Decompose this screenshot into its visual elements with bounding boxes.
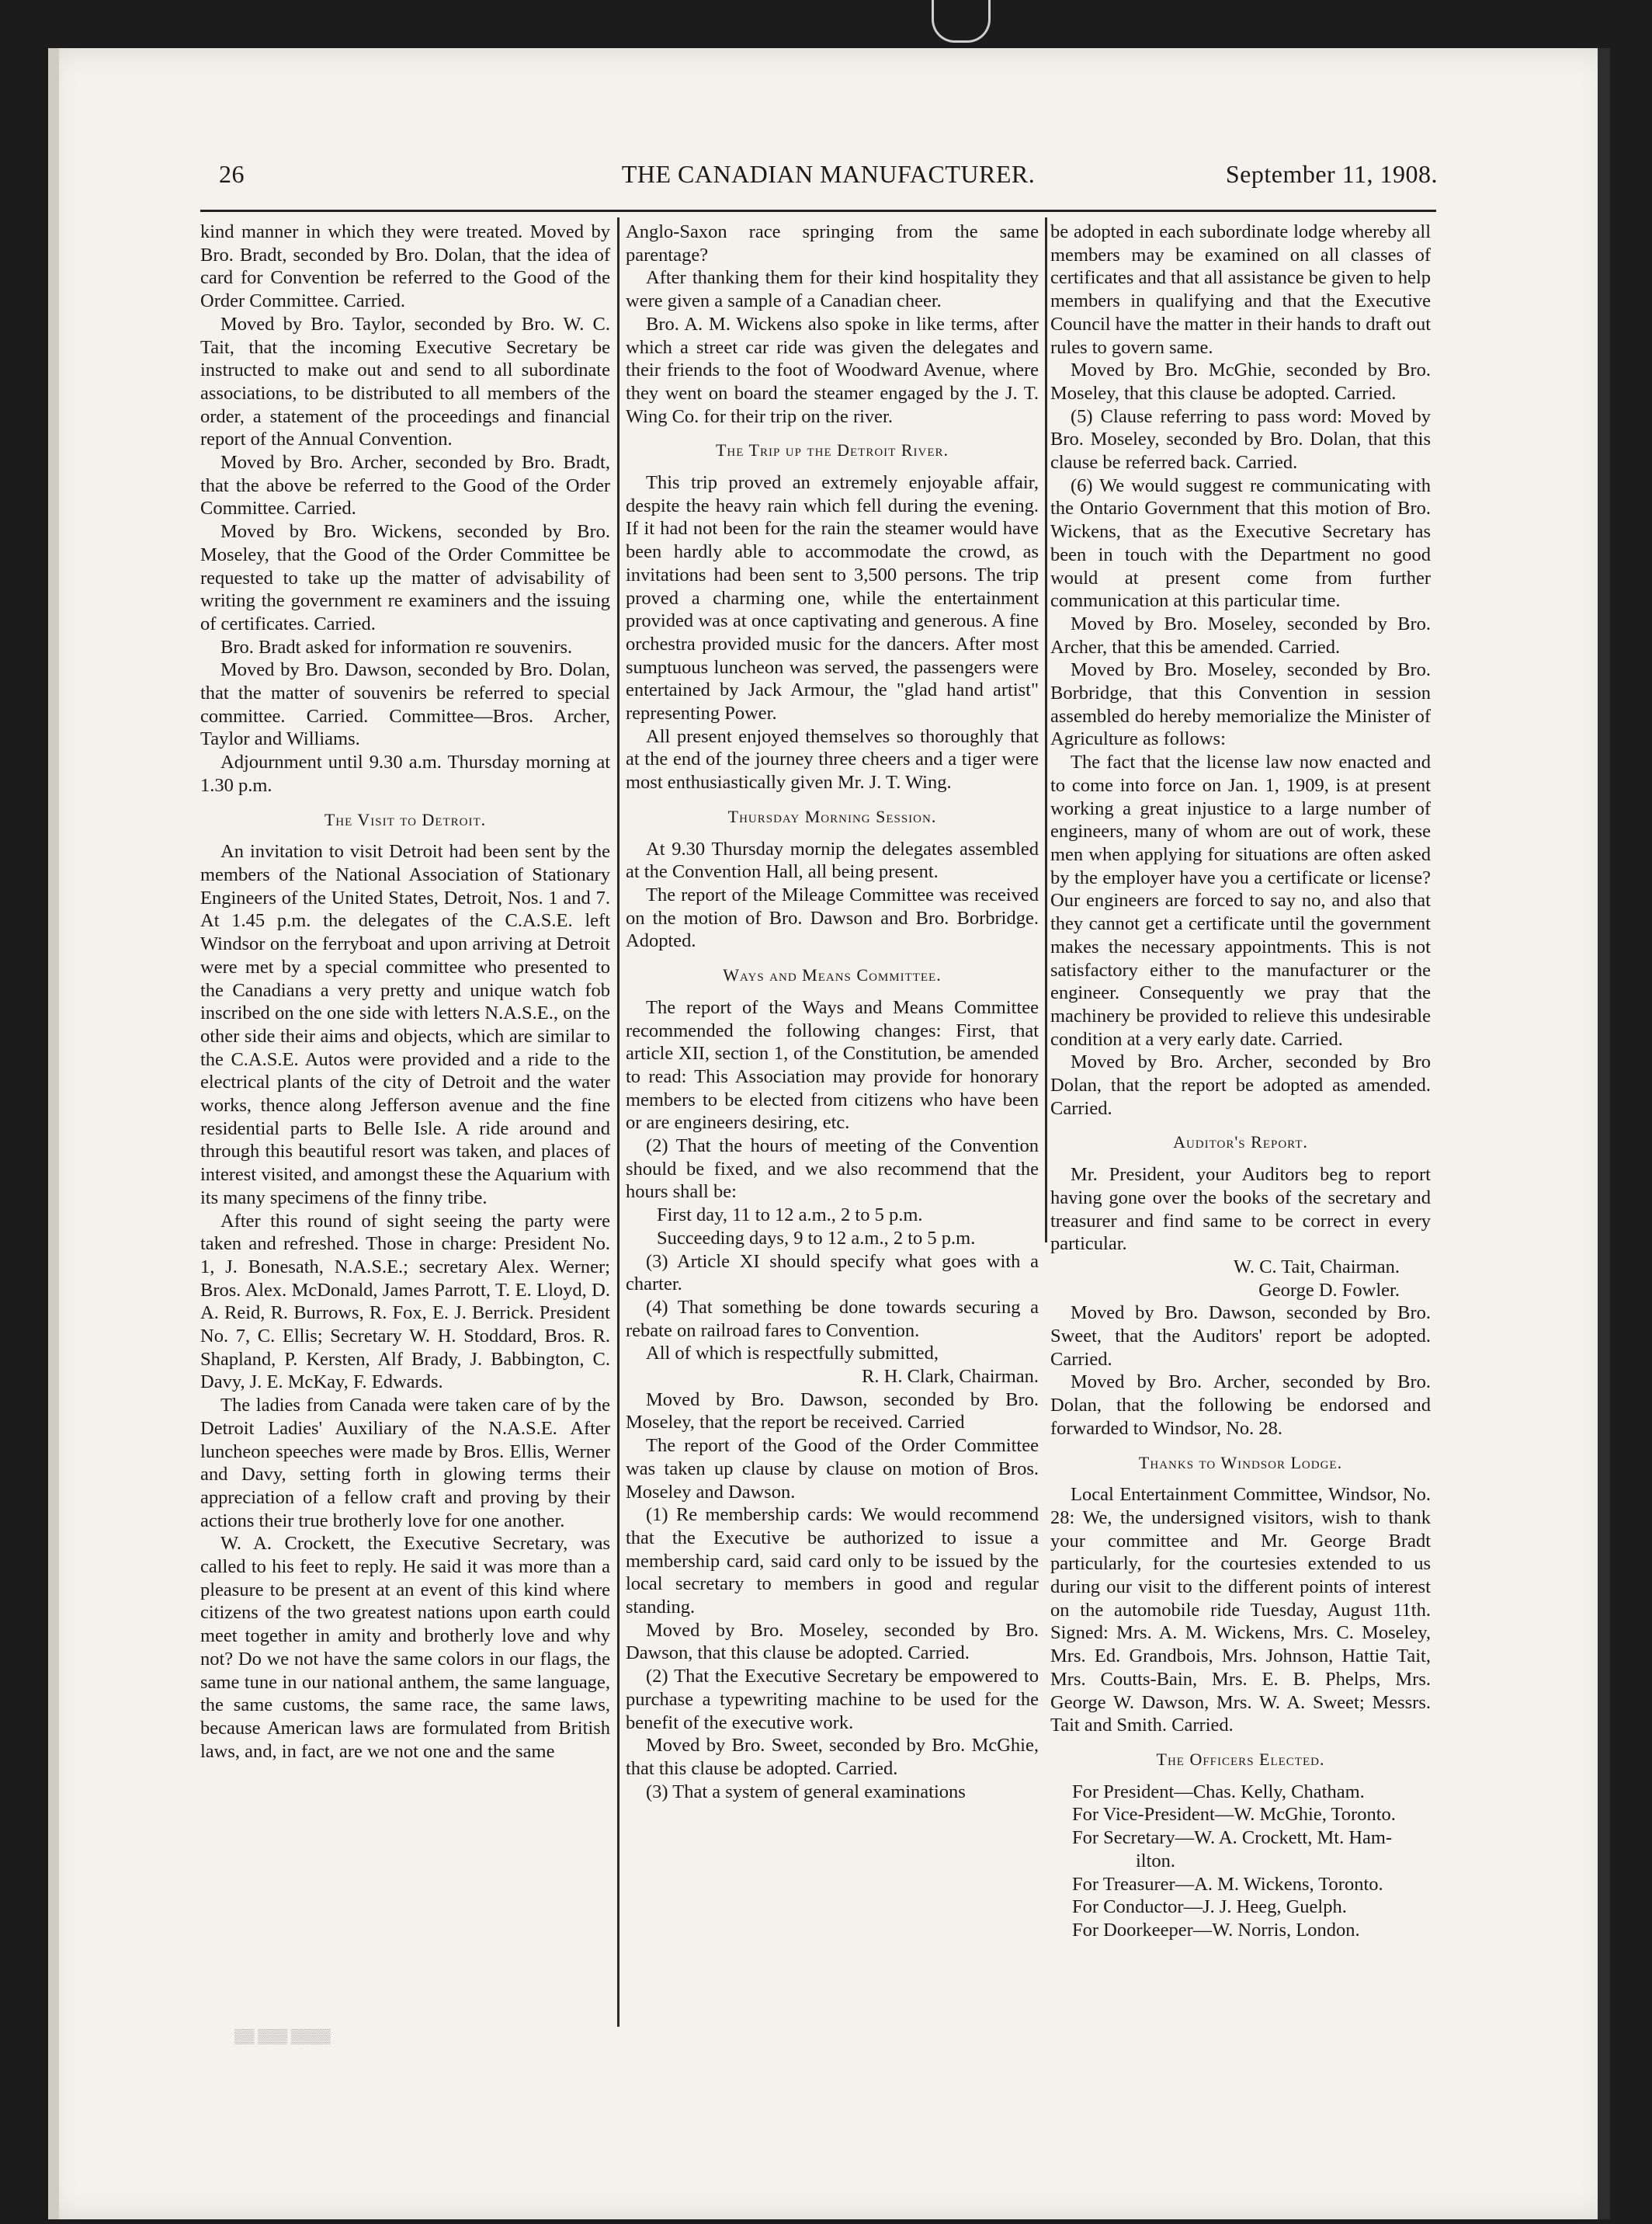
officer-entry: For Conductor—J. J. Heeg, Guelph. [1072, 1896, 1347, 1918]
paragraph: Moved by Bro. Moseley, seconded by Bro. Borbridge, that this Convention in session assembled do hereby memorialize the Minister of Agriculture as follows: [1050, 659, 1431, 750]
schedule-line: First day, 11 to 12 a.m., 2 to 5 p.m. [657, 1204, 923, 1226]
page-left-edge [48, 48, 59, 2219]
paragraph: (5) Clause referring to pass word: Moved by Bro. Moseley, seconded by Bro. Dolan, that this clause be referred back. Carried. [1050, 405, 1431, 474]
signature-line: W. C. Tait, Chairman. [1233, 1256, 1400, 1277]
publication-title: THE CANADIAN MANUFACTURER. [621, 160, 1036, 188]
text-column-3 [1050, 221, 1431, 1942]
section-heading: The Visit to Detroit. [324, 809, 487, 829]
section-heading: Ways and Means Committee. [723, 965, 942, 985]
paragraph: Moved by Bro. McGhie, seconded by Bro. Moseley, that this clause be adopted. Carried. [1050, 360, 1431, 404]
paragraph: After this round of sight seeing the party were taken and refreshed. Those in charge: President No. 1, J. Bonesath, N.A.S.E.; secretary Alex. Werner; Bros. Alex. McDonald, James Parrott, T. E. Lloyd, D. A. Reid, R. Burrows, R. Fox, E. J. Berrick. President No. 7, C. Ellis; Secretary W. H. Stoddard, Bros. R. Shapland, P. Kersten, Alf Brady, J. Babbington, C. Davy, J. E. McKay, F. Edwards. [200, 1210, 610, 1393]
ink-smudge: ▒▒ ▒▒▒ ▒▒▒▒ [234, 2028, 331, 2044]
paragraph: The ladies from Canada were taken care of by the Detroit Ladies' Auxiliary of the N.A.S.E. After luncheon speeches were made by Bros. Ellis, Werner and Davy, setting forth in glowing terms their appreciation of a fellow craft and proving by their actions their true brotherly love for one another. [200, 1395, 610, 1531]
paragraph: Moved by Bro. Archer, seconded by Bro. Dolan, that the following be endorsed and forwarded to Windsor, No. 28. [1050, 1371, 1431, 1439]
officer-entry: For Doorkeeper—W. Norris, London. [1072, 1919, 1360, 1941]
paragraph: (1) Re membership cards: We would recommend that the Executive be authorized to issue a membership card, said card only to be issued by the local secretary to members in good and regular standing. [626, 1504, 1039, 1618]
paragraph: The report of the Mileage Committee was received on the motion of Bro. Dawson and Bro. Borbridge. Adopted. [626, 884, 1039, 952]
officer-entry: For Secretary—W. A. Crockett, Mt. Ham- [1072, 1827, 1393, 1849]
paragraph: The report of the Good of the Order Committee was taken up clause by clause on motion of Bros. Moseley and Dawson. [626, 1435, 1039, 1503]
officer-entry: For President—Chas. Kelly, Chatham. [1072, 1781, 1365, 1802]
paragraph: Moved by Bro. Archer, seconded by Bro Dolan, that the report be adopted as amended. Carried. [1050, 1051, 1431, 1119]
paragraph: Moved by Bro. Dawson, seconded by Bro. Moseley, that the report be received. Carried [626, 1388, 1039, 1433]
paragraph: Moved by Bro. Wickens, seconded by Bro. Moseley, that the Good of the Order Committee be requested to take up the matter of advisability of writing the government re examiners and the issuing of certificates. Carried. [200, 521, 610, 634]
paragraph: Moved by Bro. Dawson, seconded by Bro. Sweet, that the Auditors' report be adopted. Carried. [1050, 1302, 1431, 1370]
section-heading: Thursday Morning Session. [727, 806, 937, 826]
officer-entry: For Vice-President—W. McGhie, Toronto. [1072, 1804, 1396, 1826]
signature-line: George D. Fowler. [1258, 1279, 1400, 1301]
paragraph: (2) That the hours of meeting of the Convention should be fixed, and we also recommend that the hours shall be: [626, 1135, 1039, 1203]
paragraph: Adjournment until 9.30 a.m. Thursday morning at 1.30 p.m. [200, 752, 610, 796]
paragraph: W. A. Crockett, the Executive Secretary, was called to his feet to reply. He said it was more than a pleasure to be present at an event of this kind where citizens of the two greatest nations upon earth could meet together in amity and brotherly love and why not? Do we not have the same colors in our flags, the same tune in our national anthem, the same language, the same customs, the same race, the same laws, because American laws are formulated from British laws, and, in fact, are we not one and the same [200, 1533, 610, 1762]
paragraph: This trip proved an extremely enjoyable affair, despite the heavy rain which fell during the evening. If it had not been for the rain the steamer would have been hardly able to accommodate the crowd, as invitations had been sent to 3,500 persons. The trip proved a charming one, while the entertainment provided was at once captivating and generous. A fine orchestra provided music for the dancers. After most sumptuous luncheon was served, the passengers were entertained by Jack Armour, the "glad hand artist" representing Power. [626, 472, 1039, 725]
paragraph: kind manner in which they were treated. Moved by Bro. Bradt, seconded by Bro. Dolan, that the idea of card for Convention be referred to the Good of the Order Committee. Carried. [200, 221, 610, 312]
schedule-line: Succeeding days, 9 to 12 a.m., 2 to 5 p.m. [657, 1227, 976, 1249]
paragraph: Bro. A. M. Wickens also spoke in like terms, after which a street car ride was given the delegates and their friends to the foot of Woodward Avenue, where they went on board the steamer engaged by the J. T. Wing Co. for their trip on the river. [626, 313, 1039, 427]
paragraph: be adopted in each subordinate lodge whereby all members may be examined on all classes of certificates and that all assistance be given to help members in qualifying and that the Executive Council have the matter in their hands to draft out rules to govern same. [1050, 221, 1431, 358]
paragraph: All of which is respectfully submitted, [646, 1343, 939, 1364]
paragraph: Moved by Bro. Moseley, seconded by Bro. Dawson, that this clause be adopted. Carried. [626, 1619, 1039, 1664]
paragraph: Moved by Bro. Dawson, seconded by Bro. Dolan, that the matter of souvenirs be referred to special committee. Carried. Committee—Bros. Archer, Taylor and Williams. [200, 659, 610, 750]
section-heading: Auditor's Report. [1173, 1132, 1308, 1152]
paragraph: Anglo-Saxon race springing from the same parentage? [626, 221, 1039, 266]
paragraph: (2) That the Executive Secretary be empowered to purchase a typewriting machine to be used for the benefit of the executive work. [626, 1666, 1039, 1733]
running-header [219, 160, 1438, 199]
section-heading: The Trip up the Detroit River. [715, 440, 949, 460]
paragraph: After thanking them for their kind hospitality they were given a sample of a Canadian cheer. [626, 267, 1039, 312]
binder-clip-mark [932, 0, 991, 43]
paragraph: An invitation to visit Detroit had been sent by the members of the National Association of Stationary Engineers of the United States, Detroit, Nos. 1 and 7. At 1.45 p.m. the delegates of the C.A.S.E. left Windsor on the ferryboat and upon arriving at Detroit were met by a special committee who presented to the Canadians a very pretty and unique watch fob inscribed on the one side with letters N.A.S.E., on the other side their aims and objects, which are similar to the C.A.S.E. Autos were provided and a ride to the electrical plants of the city of Detroit and the water works, thence along Jefferson avenue and the fine residential parts to Belle Isle. A ride around and through this beautiful resort was taken, and places of interest visited, and amongst these the Aquarium with its many specimens of the finny tribe. [200, 841, 610, 1208]
paragraph: At 9.30 Thursday mornip the delegates assembled at the Convention Hall, all being present. [626, 838, 1039, 883]
paragraph: Local Entertainment Committee, Windsor, No. 28: We, the undersigned visitors, wish to thank your committee and Mr. George Bradt particularly, for the courtesies extended to us during our visit to the different points of interest on the automobile ride Tuesday, August 11th. Signed: Mrs. A. M. Wickens, Mrs. C. Moseley, Mrs. Ed. Grandbois, Mrs. Johnson, Hattie Tait, Mrs. Coutts-Bain, Mrs. E. B. Phelps, Mrs. George W. Dawson, Mrs. W. A. Sweet; Messrs. Tait and Smith. Carried. [1050, 1484, 1431, 1736]
paragraph: (3) Article XI should specify what goes with a charter. [626, 1250, 1039, 1295]
text-column-2 [626, 221, 1039, 1803]
paragraph: Moved by Bro. Moseley, seconded by Bro. Archer, that this be amended. Carried. [1050, 613, 1431, 658]
text-column-1 [200, 221, 610, 1763]
page-number: 26 [219, 160, 245, 188]
officer-entry: For Treasurer—A. M. Wickens, Toronto. [1072, 1873, 1383, 1895]
paragraph: All present enjoyed themselves so thoroughly that at the end of the journey three cheers and a tiger were most enthusiastically given Mr. J. T. Wing. [626, 725, 1039, 794]
paragraph: Moved by Bro. Archer, seconded by Bro. Bradt, that the above be referred to the Good of the Order Committee. Carried. [200, 452, 610, 520]
paragraph: Mr. President, your Auditors beg to report having gone over the books of the secretary and treasurer and find same to be correct in every particular. [1050, 1164, 1431, 1255]
header-rule [200, 210, 1436, 212]
column-divider-2 [1045, 217, 1047, 1242]
paragraph: (3) That a system of general examinations [646, 1781, 966, 1802]
page-right-edge [1598, 48, 1610, 2219]
paragraph: (4) That something be done towards securing a rebate on railroad fares to Convention. [626, 1296, 1039, 1341]
paragraph: The fact that the license law now enacted and to come into force on Jan. 1, 1909, is at present working a great injustice to a large number of engineers, many of whom are out of work, these men when applying for situations are often asked by the employer have you a certificate or license? Our engineers are forced to say no, and also that they cannot get a certificate until the government makes the necessary appointments. This is not satisfactory either to the manufacturer or the engineer. Consequently we pray that the machinery be provided to relieve this undesirable condition at a very early date. Carried. [1050, 752, 1431, 1050]
paragraph: Moved by Bro. Taylor, seconded by Bro. W. C. Tait, that the incoming Executive Secretary be instructed to make out and send to all subordinate associations, to be distributed to all members of the order, a statement of the proceedings and financial report of the Annual Convention. [200, 313, 610, 450]
issue-date: September 11, 1908. [1225, 160, 1438, 188]
section-heading: The Officers Elected. [1156, 1750, 1325, 1769]
officer-entry: ilton. [1136, 1850, 1176, 1871]
section-heading: Thanks to Windsor Lodge. [1138, 1452, 1343, 1472]
paragraph: (6) We would suggest re communicating with the Ontario Government that this motion of Bro. Wickens, that as the Executive Secretary has been in touch with the Department no good would at present come from further communication at this particular time. [1050, 474, 1431, 612]
paragraph: The report of the Ways and Means Committee recommended the following changes: First, that article XII, section 1, of the Constitution, be amended to read: This Association may provide for honorary members to be elected from citizens who have been or are engineers desiring, etc. [626, 996, 1039, 1134]
signature-line: R. H. Clark, Chairman. [862, 1366, 1039, 1388]
paragraph: Moved by Bro. Sweet, seconded by Bro. McGhie, that this clause be adopted. Carried. [626, 1735, 1039, 1779]
column-divider-1 [617, 217, 620, 2027]
paragraph: Bro. Bradt asked for information re souvenirs. [220, 636, 573, 658]
